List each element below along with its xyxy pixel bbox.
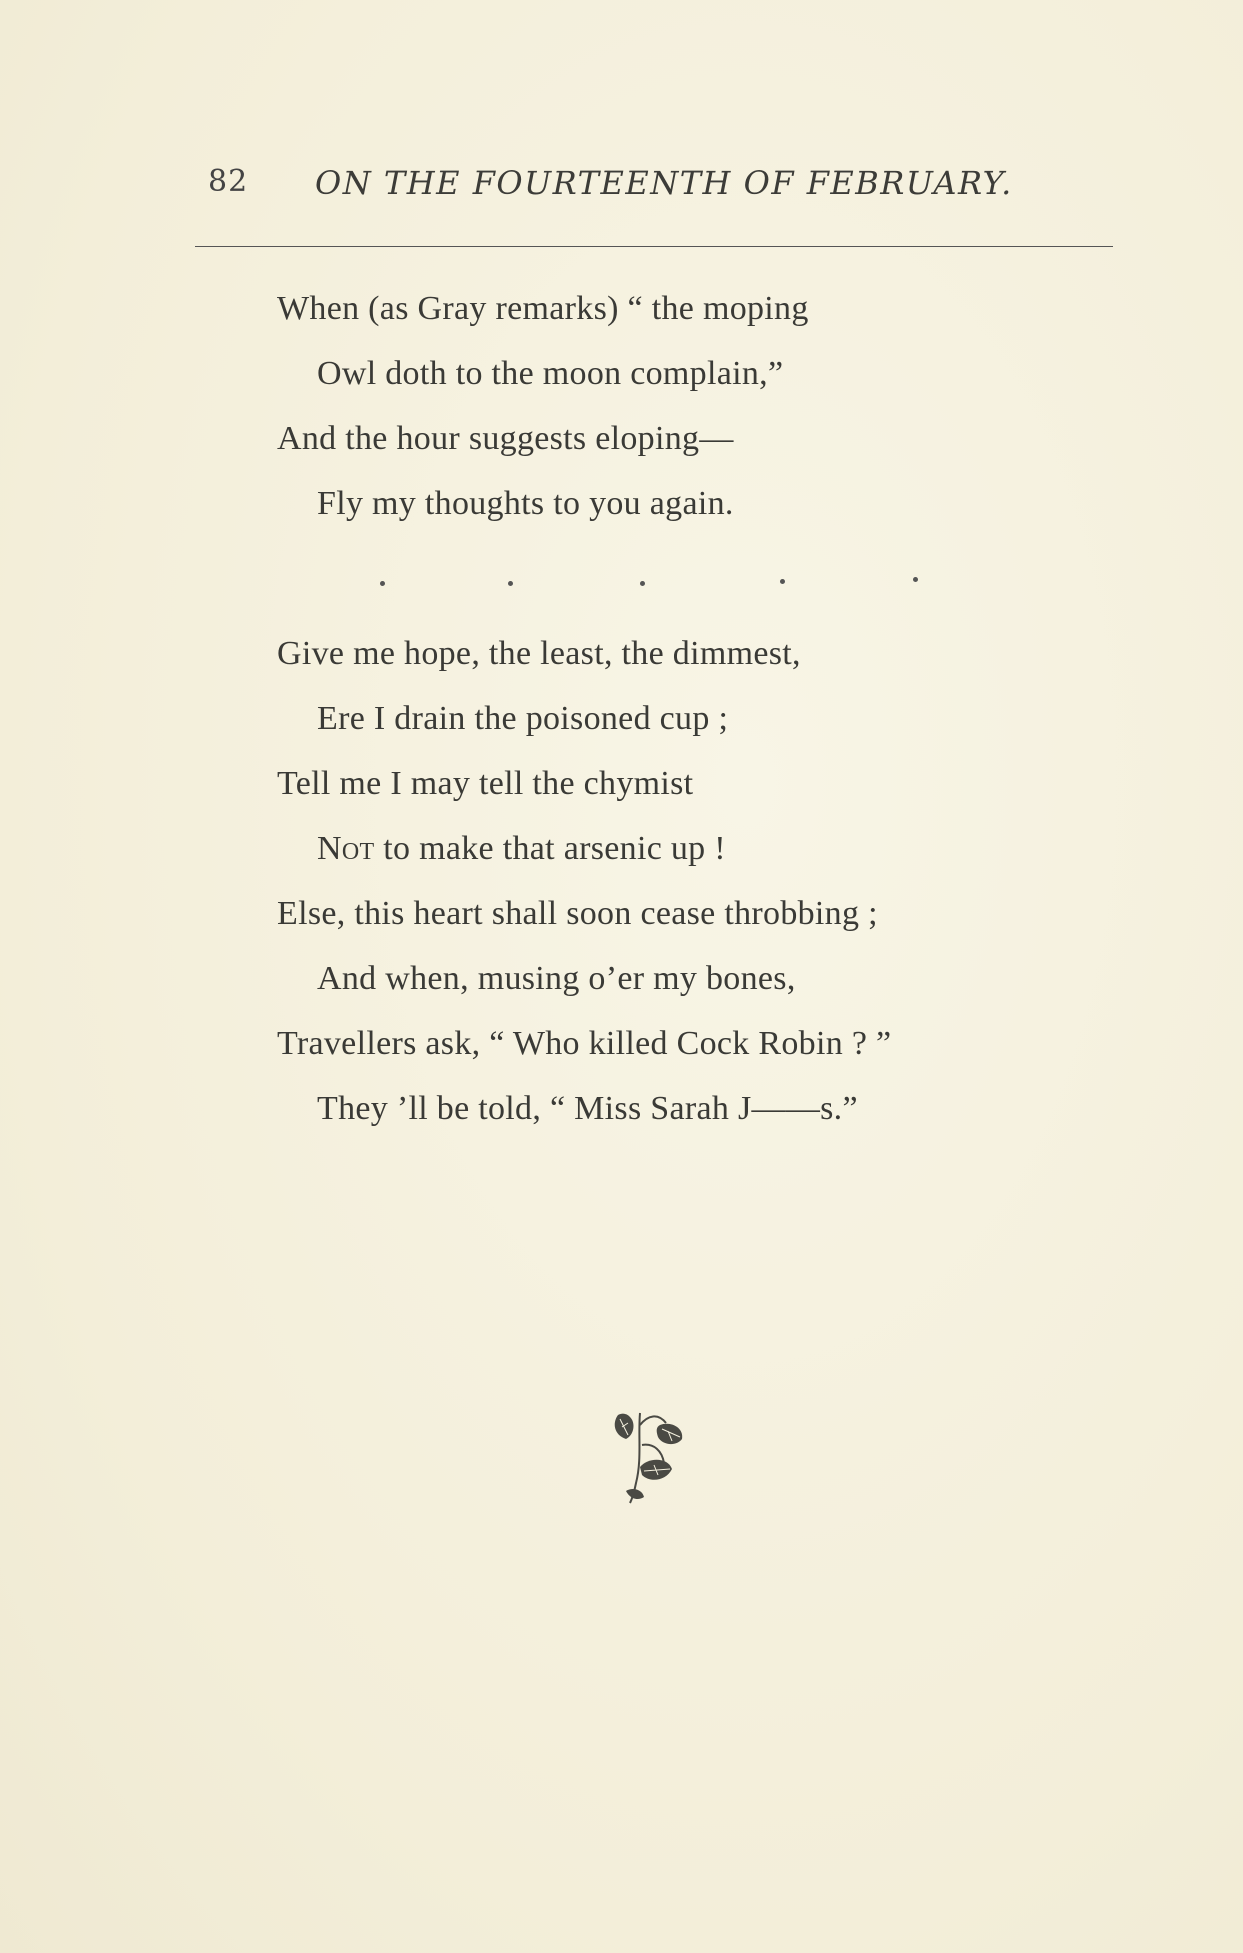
poem-line: Ere I drain the poisoned cup ;	[317, 700, 729, 737]
poem-line: Owl doth to the moon complain,”	[317, 355, 784, 392]
ellipsis-dot	[780, 579, 785, 584]
poem-line: Else, this heart shall soon cease throbbing ;	[277, 895, 878, 932]
poem-line	[317, 830, 726, 868]
poem-line: They ’ll be told, “ Miss Sarah J——s.”	[317, 1090, 858, 1127]
header-rule	[195, 246, 1113, 247]
leaf-sprig-ornament-icon	[596, 1405, 696, 1505]
poem-line: And the hour suggests eloping—	[277, 420, 734, 457]
page-number: 82	[208, 164, 249, 199]
poem-line: Travellers ask, “ Who killed Cock Robin ? ”	[277, 1025, 892, 1062]
stanza-break-dots	[380, 565, 920, 595]
ellipsis-dot	[380, 581, 385, 586]
poem-line: Fly my thoughts to you again.	[317, 485, 734, 522]
ellipsis-dot	[508, 581, 513, 586]
running-title: ON THE FOURTEENTH OF FEBRUARY.	[315, 164, 1013, 202]
page-header	[208, 158, 1108, 208]
poem-line: When (as Gray remarks) “ the moping	[277, 290, 809, 327]
ellipsis-dot	[913, 577, 918, 582]
ellipsis-dot	[640, 581, 645, 586]
poem-line: And when, musing o’er my bones,	[317, 960, 796, 997]
poem-line: Give me hope, the least, the dimmest,	[277, 635, 801, 672]
poem-line: Tell me I may tell the chymist	[277, 765, 694, 802]
small-caps-word: Not	[317, 830, 375, 867]
poem-line-rest: to make that arsenic up !	[374, 830, 726, 867]
